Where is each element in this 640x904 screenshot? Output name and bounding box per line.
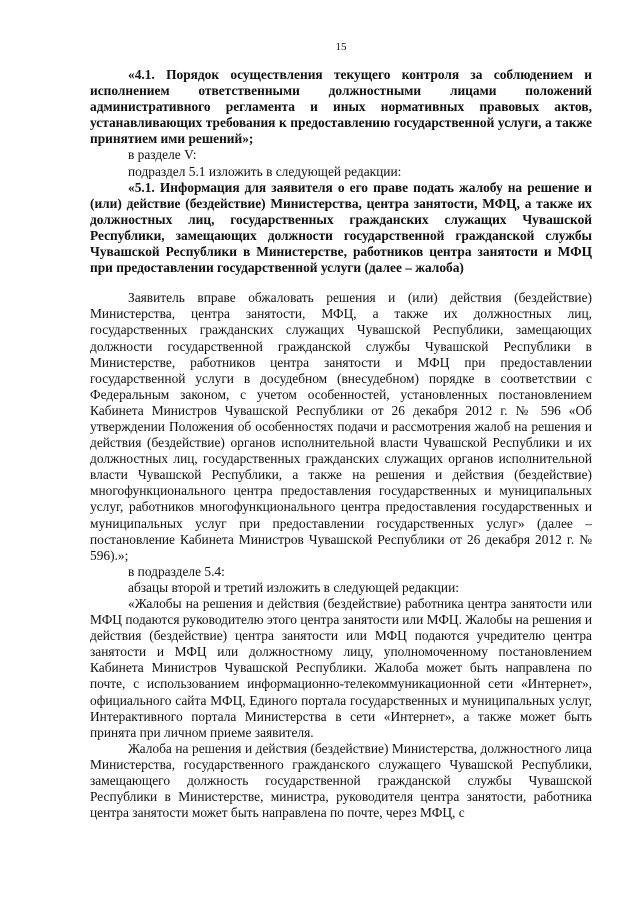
- instruction-section-v: в разделе V:: [128, 147, 197, 163]
- body-paragraph-appeal-right: Заявитель вправе обжаловать решения и (или) действия (бездействие) Министерства, центра занятости, МФЦ, а также их должностных лиц, государственных гражданских служащих Чувашской Республики, замещающих должности государственной гражданской службы Чувашской Республики в Министерстве, работников центра занятости и МФЦ при предоставлении государственной услуги в досудебном (внесудебном) порядке в соответствии с Федеральным законом, с учетом особенностей, установленных постановлением Кабинета Министров Чувашской Республики от 26 декабря 2012 г. № 596 «Об утверждении Положения об особенностях подачи и рассмотрения жалоб на решения и действия (бездействие) органов исполнительной власти Чувашской Республики и их должностных лиц, государственных гражданских служащих органов исполнительной власти Чувашской Республики, а также на решения и действия (бездействие) многофункционального центра предоставления государственных и муниципальных услуг, работников многофункционального центра предоставления государственных и муниципальных услуг при предоставлении государственных услуг» (далее – постановление Кабинета Министров Чувашской Республики от 26 декабря 2012 г. № 596).»;: [90, 290, 592, 563]
- body-paragraph-complaints-ministry: Жалоба на решения и действия (бездействие) Министерства, должностного лица Министерства, государственного гражданского служащего Чувашской Республики, замещающего должность государственной гражданской службы Чувашской Республики в Министерстве, министра, руководителя центра занятости, работника центра занятости может быть направлена по почте, через МФЦ, с: [90, 740, 592, 821]
- instruction-subsection-5-1: подраздел 5.1 изложить в следующей редакции:: [128, 163, 402, 179]
- section-5-1-heading: «5.1. Информация для заявителя о его праве подать жалобу на решение и (или) действие (бездействие) Министерства, центра занятости, МФЦ, а также их должностных лиц, государственных гражданских служащих Чувашской Республики, замещающих должности государственной гражданской службы Чувашской Республики в Министерстве, работников центра занятости и МФЦ при предоставлении государственной услуги (далее – жалоба): [90, 179, 592, 276]
- instruction-subsection-5-4: в подразделе 5.4:: [128, 563, 225, 579]
- body-paragraph-complaints-mfc: «Жалобы на решения и действия (бездействие) работника центра занятости или МФЦ подаются руководителю этого центра занятости или МФЦ. Жалобы на решения и действия (бездействие) центра занятости или МФЦ подаются учредителю центра занятости и МФЦ или должностному лицу, уполномоченному постановлением Кабинета Министров Чувашской Республики. Жалоба может быть направлена по почте, с использованием информационно-телекоммуникационной сети «Интернет», официального сайта МФЦ, Единого портала государственных и муниципальных услуг, Интерактивного портала Министерства в сети «Интернет», а также может быть принята при личном приеме заявителя.: [90, 596, 592, 740]
- page-number: 15: [335, 41, 347, 53]
- section-4-1-heading: «4.1. Порядок осуществления текущего контроля за соблюдением и исполнением ответственными должностными лицами положений административного регламента и иных нормативных правовых актов, устанавливающих требования к предоставлению государственной услуги, а также принятием ими решений»;: [90, 67, 592, 147]
- instruction-paragraphs-2-3: абзацы второй и третий изложить в следующей редакции:: [128, 579, 459, 595]
- paragraph-gap: [90, 276, 592, 290]
